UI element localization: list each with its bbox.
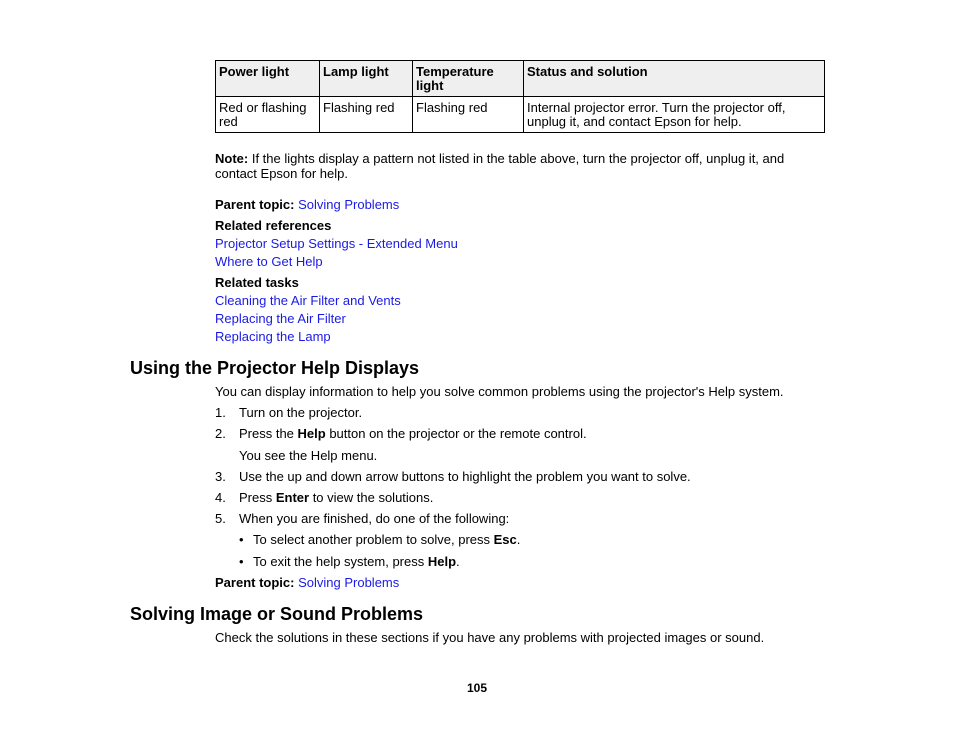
section-heading-help-displays: Using the Projector Help Displays	[130, 358, 420, 378]
header-lamp-light: Lamp light	[320, 61, 413, 97]
bullet-icon: •	[239, 532, 244, 547]
header-temperature-light: Temperature light	[413, 61, 524, 97]
parent-topic-label: Parent topic:	[215, 575, 295, 590]
step-3: 3. Use the up and down arrow buttons to highlight the problem you want to solve.	[215, 469, 691, 484]
parent-topic-link[interactable]: Solving Problems	[298, 575, 400, 590]
page-number: 105	[466, 681, 488, 695]
step-2: 2. Press the Help button on the projector or the remote control.	[215, 426, 587, 441]
parent-topic	[215, 575, 399, 590]
light-status-table	[215, 60, 825, 133]
table-row	[216, 97, 825, 133]
step-5: 5. When you are finished, do one of the following:	[215, 511, 510, 526]
step-2-result: You see the Help menu.	[239, 448, 378, 463]
parent-topic-link[interactable]: Solving Problems	[298, 197, 400, 212]
step-4: 4. Press Enter to view the solutions.	[215, 490, 434, 505]
note-paragraph	[215, 151, 815, 181]
step-1: 1. Turn on the projector.	[215, 405, 363, 420]
link-where-to-get-help[interactable]: Where to Get Help	[215, 254, 323, 269]
related-tasks-heading: Related tasks	[215, 275, 299, 290]
table-header-row	[216, 61, 825, 97]
parent-topic	[215, 197, 399, 212]
bullet-icon: •	[239, 554, 244, 569]
link-replacing-air-filter[interactable]: Replacing the Air Filter	[215, 311, 346, 326]
cell-status-solution: Internal projector error. Turn the projector off, unplug it, and contact Epson for help.	[524, 97, 825, 133]
cell-lamp-light: Flashing red	[320, 97, 413, 133]
link-cleaning-air-filter[interactable]: Cleaning the Air Filter and Vents	[215, 293, 401, 308]
parent-topic-label: Parent topic:	[215, 197, 295, 212]
header-status-solution: Status and solution	[524, 61, 825, 97]
note-label: Note:	[215, 151, 249, 166]
link-replacing-lamp[interactable]: Replacing the Lamp	[215, 329, 331, 344]
header-power-light: Power light	[216, 61, 320, 97]
section-intro: Check the solutions in these sections if you have any problems with projected images or sound.	[215, 630, 765, 645]
bullet-item: • To exit the help system, press Help.	[239, 554, 460, 569]
note-text: If the lights display a pattern not listed in the table above, turn the projector off, unplug it, and contact Epson for help.	[215, 151, 785, 181]
section-intro: You can display information to help you solve common problems using the projector's Help system.	[215, 384, 784, 399]
bullet-item: • To select another problem to solve, press Esc.	[239, 532, 521, 547]
cell-power-light: Red or flashing red	[216, 97, 320, 133]
related-references-heading: Related references	[215, 218, 332, 233]
cell-temperature-light: Flashing red	[413, 97, 524, 133]
section-heading-image-sound: Solving Image or Sound Problems	[130, 604, 424, 624]
link-projector-setup-extended-menu[interactable]: Projector Setup Settings - Extended Menu	[215, 236, 458, 251]
